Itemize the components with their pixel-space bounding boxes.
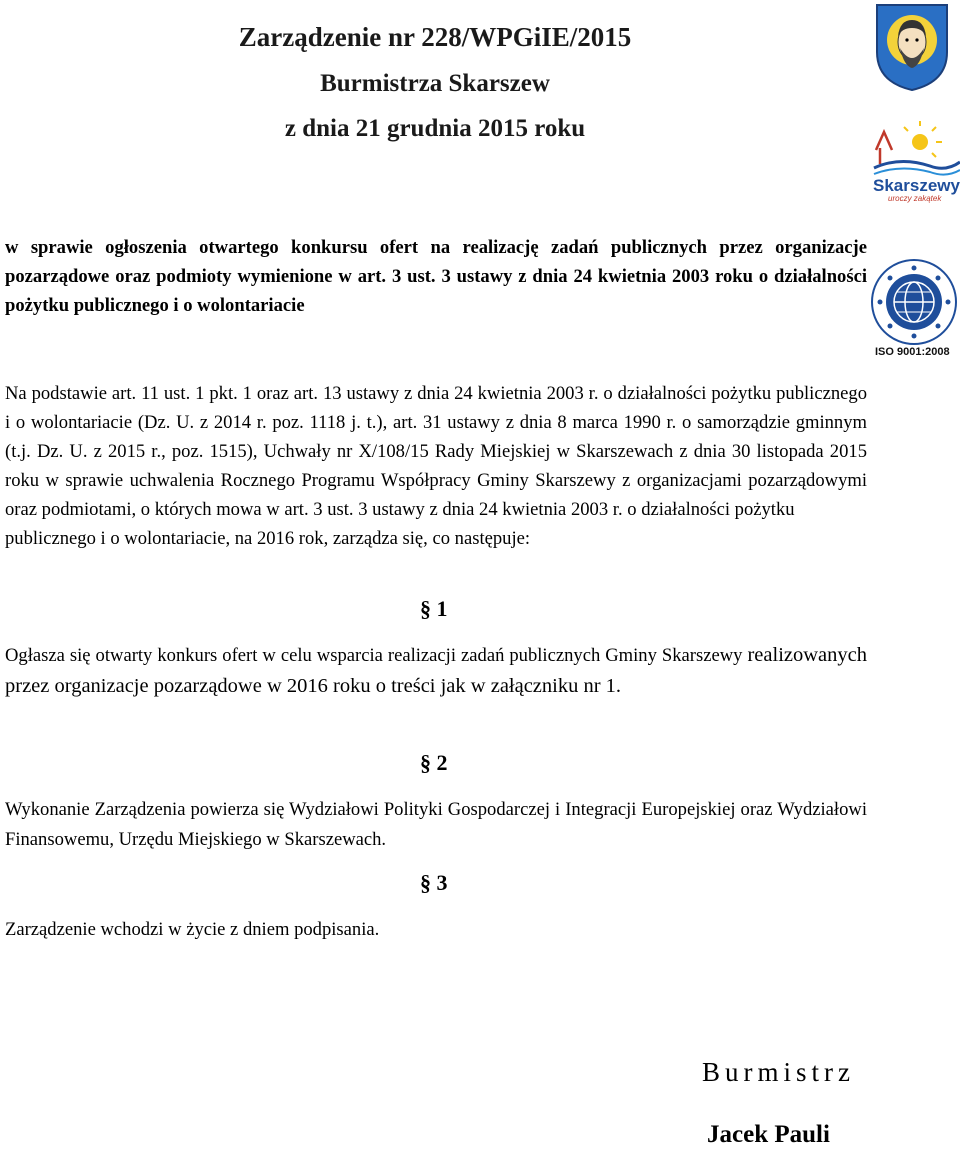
section-1-text-a: Ogłasza się otwarty konkurs ofert w celu wsparcia realizacji zadań publicznych Gminy Skarszewy (5, 645, 748, 666)
section-2-label: § 2 (420, 750, 448, 775)
section-1-text (5, 640, 867, 702)
section-2-text: Wykonanie Zarządzenia powierza się Wydziałowi Polityki Gospodarczej i Integracji Europejskiej oraz Wydziałowi Finansowemu, Urzędu Miejskiego w Skarszewach. (5, 799, 867, 850)
chamber-logo-icon (870, 258, 958, 346)
document-title: Zarządzenie nr 228/WPGiIE/2015 (238, 22, 632, 52)
signature-name: Jacek Pauli (707, 1121, 830, 1148)
document-issuer: Burmistrza Skarszew (320, 70, 550, 97)
town-crest-icon (874, 2, 950, 92)
legal-basis-closing: publicznego i o wolontariacie, na 2016 rok, zarządza się, co następuje: (5, 528, 531, 549)
iso-certification-label: ISO 9001:2008 (875, 346, 950, 358)
section-1-label: § 1 (420, 596, 448, 621)
section-3-text: Zarządzenie wchodzi w życie z dniem podpisania. (5, 919, 380, 940)
legal-basis (5, 379, 867, 553)
section-1-text-b: realizowanych przez organizacje pozarządowe w 2016 roku o treści jak w załączniku nr 1. (5, 644, 867, 697)
section-3-label: § 3 (420, 870, 448, 895)
skarszewy-logo-tagline: uroczy zakątek (888, 194, 942, 203)
document-subject: w sprawie ogłoszenia otwartego konkursu ofert na realizację zadań publicznych przez organizacje pozarządowe oraz podmioty wymienione w art. 3 ust. 3 ustawy z dnia 24 kwietnia 2003 roku o działalności pożytku publicznego i o wolontariacie (5, 237, 867, 316)
skarszewy-logo-name: Skarszewy (873, 176, 960, 195)
legal-basis-text: Na podstawie art. 11 ust. 1 pkt. 1 oraz art. 13 ustawy z dnia 24 kwietnia 2003 r. o działalności pożytku publicznego i o wolontariacie (Dz. U. z 2014 r. poz. 1118 j. t.), art. 31 ustawy z dnia 8 marca 1990 r. o samorządzie gminnym (t.j. Dz. U. z 2015 r., poz. 1515), Uchwały nr X/108/15 Rady Miejskiej w Skarszewach z dnia 30 listopada 2015 roku w sprawie uchwalenia Rocznego Programu Współpracy Gminy Skarszewy z organizacjami pozarządowymi oraz podmiotami, o których mowa w art. 3 ust. 3 ustawy z dnia 24 kwietnia 2003 r. o działalności pożytku (5, 383, 867, 520)
signature-title: Burmistrz (702, 1057, 855, 1087)
document-date: z dnia 21 grudnia 2015 roku (284, 115, 586, 142)
